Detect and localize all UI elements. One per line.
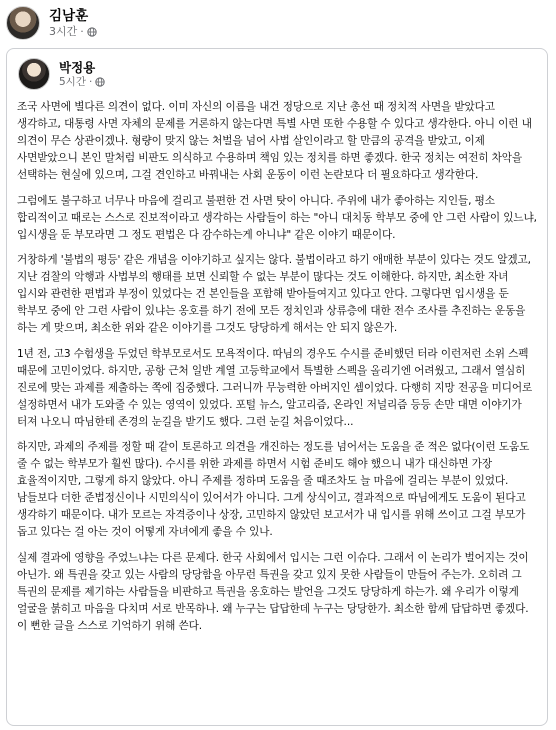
shared-post-header <box>18 58 105 90</box>
paragraph: 실제 결과에 영향을 주었느냐는 다른 문제다. 한국 사회에서 입시는 그런 이슈다. 그래서 이 논리가 벌어지는 것이 아닌가. 왜 특권을 갖고 있는 사람의 당당함을 아무런 특권을 갖고 있지 못한 사람들이 만들어 주는가. 오히려 그 특권의 문제를 제기하는 사람들을 비판하고 특권을 옹호하는 발언을 그것도 당당하게 하는가. 왜 우리가 이렇게 얼굴을 붉히고 마음을 다치며 서로 반목하나. 왜 누구는 답답한데 누구는 당당한가. 최소한 함께 답답하면 좋겠다. 이 뻔한 글을 스스로 기억하기 위해 쓴다. <box>17 551 529 632</box>
post-time-row <box>49 25 97 39</box>
globe-icon <box>95 77 105 87</box>
outer-post-header <box>6 6 97 40</box>
separator-dot: · <box>88 75 93 88</box>
outer-post-meta <box>49 8 97 39</box>
globe-icon <box>87 27 97 37</box>
post-time[interactable]: 3시간 <box>49 24 78 38</box>
post-time-row <box>59 76 105 89</box>
avatar[interactable] <box>18 58 50 90</box>
separator-dot: · <box>80 24 84 38</box>
paragraph: 그럼에도 불구하고 너무나 마음에 걸리고 불편한 건 사면 탓이 아니다. 주위에 내가 좋아하는 지인들, 평소 합리적이고 때로는 스스로 진보적이라고 생각하는 사람들이 하는 "아니 대치동 학부모 중에 안 그런 사람이 있느냐, 입시생을 둔 부모라면 그 정도 편법은 다 감수하는게 아니냐" 같은 이야기 때문이다. <box>17 194 537 241</box>
post-time[interactable]: 5시간 <box>59 75 86 88</box>
author-name[interactable]: 박정용 <box>59 59 96 75</box>
paragraph: 조국 사면에 별다른 의견이 없다. 이미 자신의 이름을 내건 정당으로 지난 총선 때 정치적 사면을 받았다고 생각하고, 대통령 사면 자체의 문제를 거론하지 않는다면 특별 사면 또한 수용할 수 있다고 생각한다. 아니 이런 내 의견이 무슨 상관이겠나. 형량이 맞지 않는 처벌을 넘어 사법 살인이라고 할 만큼의 공격을 받았고, 이제 사면받았으니 본인 말처럼 비판도 의식하고 수용하며 책임 있는 정치를 하면 좋겠다. 한국 정치는 여전히 차악을 선택하는 현실에 있으며, 그걸 견인하고 바꿔내는 사회 운동이 이런 논란보다 더 필요하다고 생각한다. <box>17 101 532 181</box>
shared-post-meta <box>59 60 105 89</box>
avatar[interactable] <box>6 6 40 40</box>
post-body <box>17 99 539 643</box>
author-name[interactable]: 김남훈 <box>49 7 89 24</box>
paragraph: 하지만, 과제의 주제를 정할 때 같이 토론하고 의견을 개진하는 정도를 넘어서는 도움을 준 적은 없다(이런 도움도 줄 수 없는 학부모가 훨씬 많다). 수시를 위한 과제를 하면서 시험 준비도 해야 했으니 내가 대신하면 가장 효율적이지만, 그렇게 하지 않았다. 아니 주제를 정하며 도움을 줄 때조차도 늘 마음에 걸리는 부분이 있었다. 남들보다 더한 준법정신이나 시민의식이 있어서가 아니다. 그게 상식이고, 결과적으로 따님에게도 도움이 된다고 생각하기 때문이다. 내가 모르는 자격증이나 상장, 고민하지 않았던 보고서가 내 입시를 위해 쓰이고 그걸 부모가 돕고 있다는 걸 아는 것이 어떻게 자녀에게 좋을 수 있나. <box>17 441 530 538</box>
paragraph: 거창하게 '불법의 평등' 같은 개념을 이야기하고 싶지는 않다. 불법이라고 하기 애매한 부분이 있다는 것도 알겠고, 지난 검찰의 악행과 사법부의 행태를 보면 신뢰할 수 없는 부분이 많다는 것도 이해한다. 하지만, 최소한 자녀 입시와 관련한 편법과 부정이 있었다는 건 본인들을 포함해 받아들여지고 있다고 안다. 그렇다면 입시생을 둔 학부모 중에 안 그런 사람이 있냐는 옹호를 하기 전에 모든 정치인과 상류층에 대한 전수 조사를 추진하는 운동을 하는 게 맞으며, 최소한 위와 같은 이야기를 그것도 당당하게 해서는 안 되지 않은가. <box>17 254 531 334</box>
paragraph: 1년 전, 고3 수험생을 두었던 학부모로서도 모욕적이다. 따님의 경우도 수시를 준비했던 터라 이런저런 소위 스펙 때문에 고민이었다. 하지만, 공항 근처 일반 계열 고등학교에서 특별한 스펙을 올리기엔 어려웠고, 그래서 열심히 진로에 맞는 과제를 제출하는 쪽에 집중했다. 그러니까 무능력한 아버지인 셈이었다. 다행히 지망 전공을 미디어로 설정하면서 내가 도와줄 수 있는 영역이 있었다. 포털 뉴스, 알고리즘, 온라인 저널리즘 등등 손만 대면 이야기가 터져 나오니 따님한테 존경의 눈길을 받기도 했다. 그런 눈길 처음이었다... <box>17 347 533 428</box>
shared-post-card[interactable] <box>6 48 548 726</box>
